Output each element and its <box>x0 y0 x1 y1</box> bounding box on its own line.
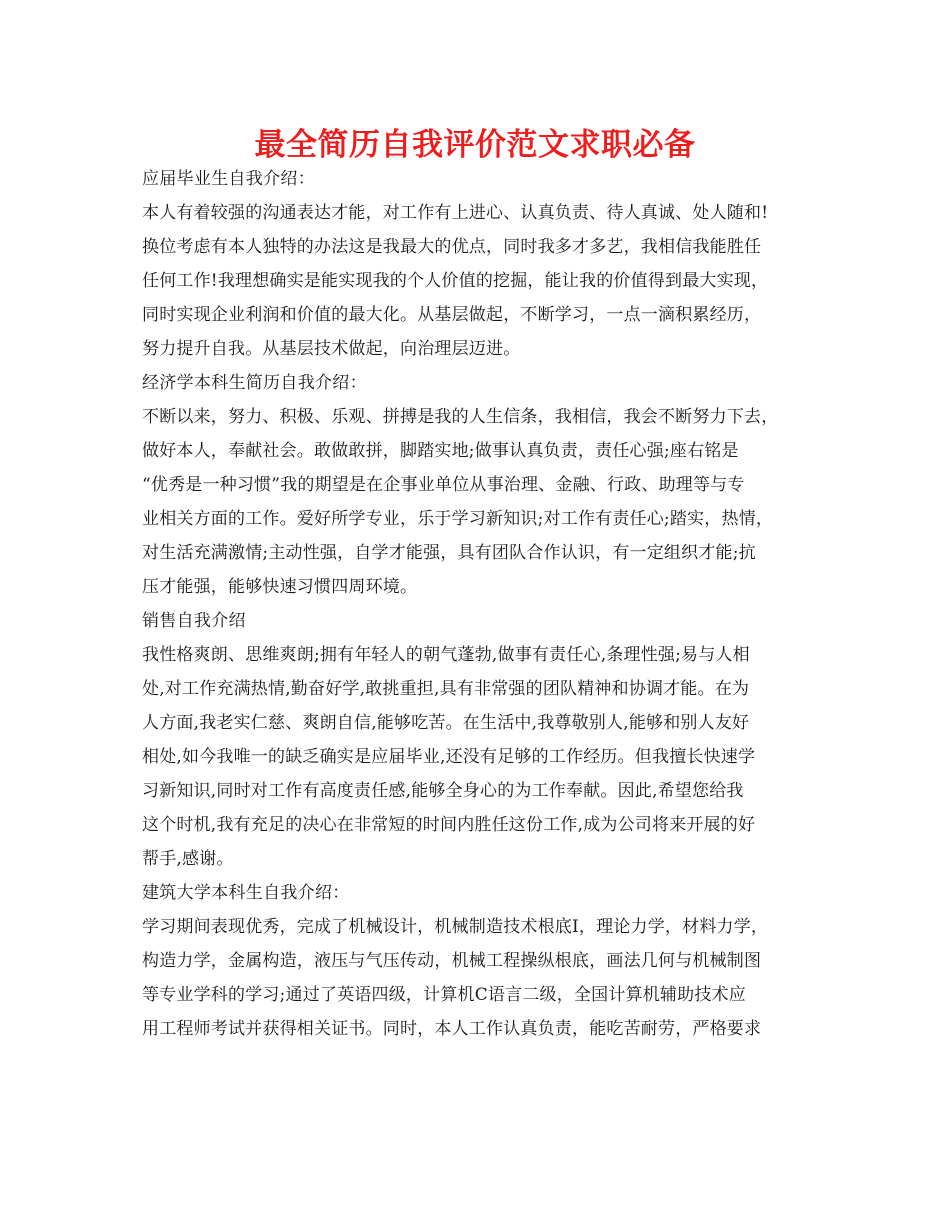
paragraph-line: 同时实现企业利润和价值的最大化。从基层做起，不断学习，一点一滴积累经历， <box>142 305 762 325</box>
section-architecture-intro <box>142 876 832 1046</box>
paragraph-line: 换位考虑有本人独特的办法这是我最大的优点，同时我多才多艺，我相信我能胜任 <box>142 237 762 257</box>
paragraph-line: 任何工作!我理想确实是能实现我的个人价值的挖掘，能让我的价值得到最大实现， <box>142 271 769 291</box>
paragraph-line: 本人有着较强的沟通表达才能，对工作有上进心、认真负责、待人真诚、处人随和! <box>142 203 769 223</box>
document-body <box>142 162 832 1046</box>
paragraph-line: 这个时机,我有充足的决心在非常短的时间内胜任这份工作,成为公司将来开展的好 <box>142 815 756 835</box>
paragraph-line: 不断以来，努力、积极、乐观、拼搏是我的人生信条，我相信，我会不断努力下去， <box>142 407 779 427</box>
paragraph-line: 努力提升自我。从基层技术做起，向治理层迈进。 <box>142 339 521 359</box>
paragraph-line: 业相关方面的工作。爱好所学专业，乐于学习新知识;对工作有责任心;踏实，热情， <box>142 509 774 529</box>
paragraph-line: “优秀是一种习惯”我的期望是在企事业单位从事治理、金融、行政、助理等与专 <box>142 475 745 495</box>
section-heading: 建筑大学本科生自我介绍： <box>142 883 350 903</box>
paragraph-line: 压才能强，能够快速习惯四周环境。 <box>142 577 418 597</box>
section-graduate-intro <box>142 162 832 366</box>
paragraph-line: 我性格爽朗、思维爽朗;拥有年轻人的朝气蓬勃,做事有责任心,条理性强;易与人相 <box>142 645 750 665</box>
paragraph-line: 人方面,我老实仁慈、爽朗自信,能够吃苦。在生活中,我尊敬别人,能够和别人友好 <box>142 713 750 733</box>
section-economics-intro <box>142 366 832 604</box>
paragraph-line: 做好本人，奉献社会。敢做敢拼，脚踏实地;做事认真负责，责任心强;座右铭是 <box>142 441 739 461</box>
paragraph-line: 习新知识,同时对工作有高度责任感,能够全身心的为工作奉献。因此,希望您给我 <box>142 781 744 801</box>
paragraph-line: 处,对工作充满热情,勤奋好学,敢挑重担,具有非常强的团队精神和协调才能。在为 <box>142 679 750 699</box>
section-heading: 销售自我介绍 <box>142 611 246 631</box>
paragraph-line: 等专业学科的学习;通过了英语四级，计算机C语言二级，全国计算机辅助技术应 <box>142 985 746 1005</box>
paragraph-line: 学习期间表现优秀，完成了机械设计，机械制造技术根底Ⅰ，理论力学，材料力学， <box>142 917 769 937</box>
document-title: 最全简历自我评价范文求职必备 <box>254 127 696 163</box>
section-sales-intro <box>142 604 832 876</box>
paragraph-line: 对生活充满激情;主动性强，自学才能强，具有团队合作认识，有一定组织才能;抗 <box>142 543 756 563</box>
paragraph-line: 相处,如今我唯一的缺乏确实是应届毕业,还没有足够的工作经历。但我擅长快速学 <box>142 747 756 767</box>
section-heading: 应届毕业生自我介绍： <box>142 169 315 189</box>
paragraph-line: 帮手,感谢。 <box>142 849 234 869</box>
paragraph-line: 用工程师考试并获得相关证书。同时，本人工作认真负责，能吃苦耐劳，严格要求 <box>142 1019 762 1039</box>
paragraph-line: 构造力学，金属构造，液压与气压传动，机械工程操纵根底，画法几何与机械制图 <box>142 951 762 971</box>
section-heading: 经济学本科生简历自我介绍： <box>142 373 367 393</box>
